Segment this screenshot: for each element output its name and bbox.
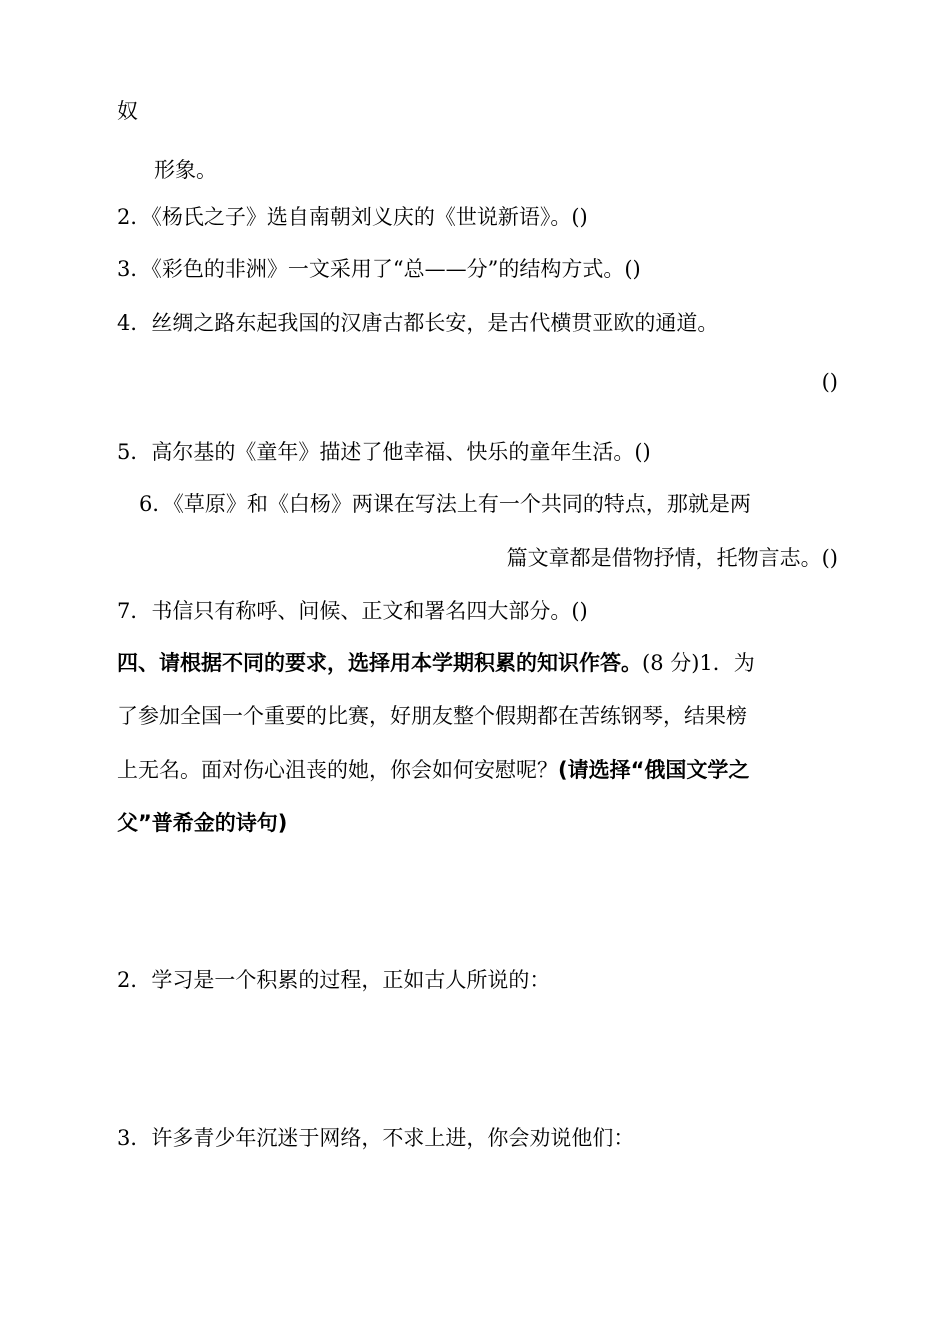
statement-3: 3．《彩色的非洲》一文采用了“总——分”的结构方式。() [117, 257, 641, 281]
statement-7: 7．书信只有称呼、问候、正文和署名四大部分。() [117, 599, 588, 623]
question-1-start: 1．为 [699, 651, 755, 675]
question-1-line-3 [117, 756, 749, 784]
question-1-hint-end: 父”普希金的诗句) [117, 811, 288, 835]
question-1-text: 上无名。面对伤心沮丧的她，你会如何安慰呢？ [117, 758, 558, 782]
question-1-line-2: 了参加全国一个重要的比赛，好朋友整个假期都在苦练钢琴，结果榜 [117, 704, 747, 728]
section-four-heading-line [117, 649, 755, 677]
text-line-continuation: 形象。 [154, 158, 217, 182]
statement-6-continuation: 篇文章都是借物抒情，托物言志。() [506, 546, 838, 570]
question-3: 3．许多青少年沉迷于网络，不求上进，你会劝说他们： [117, 1126, 635, 1150]
question-2: 2．学习是一个积累的过程，正如古人所说的： [117, 968, 551, 992]
question-1-hint: (请选择“俄国文学之 [558, 758, 750, 782]
section-four-heading: 四、请根据不同的要求，选择用本学期积累的知识作答。 [117, 651, 642, 675]
statement-4-answer-blank: () [821, 370, 838, 394]
statement-5: 5．高尔基的《童年》描述了他幸福、快乐的童年生活。() [117, 440, 651, 464]
statement-6: 6．《草原》和《白杨》两课在写法上有一个共同的特点，那就是两 [139, 492, 751, 516]
section-four-score: (8 分) [642, 651, 700, 675]
text-line-fragment: 奴 [117, 99, 138, 123]
statement-2: 2．《杨氏之子》选自南朝刘义庆的《世说新语》。() [117, 205, 588, 229]
statement-4: 4．丝绸之路东起我国的汉唐古都长安，是古代横贯亚欧的通道。 [117, 311, 719, 335]
